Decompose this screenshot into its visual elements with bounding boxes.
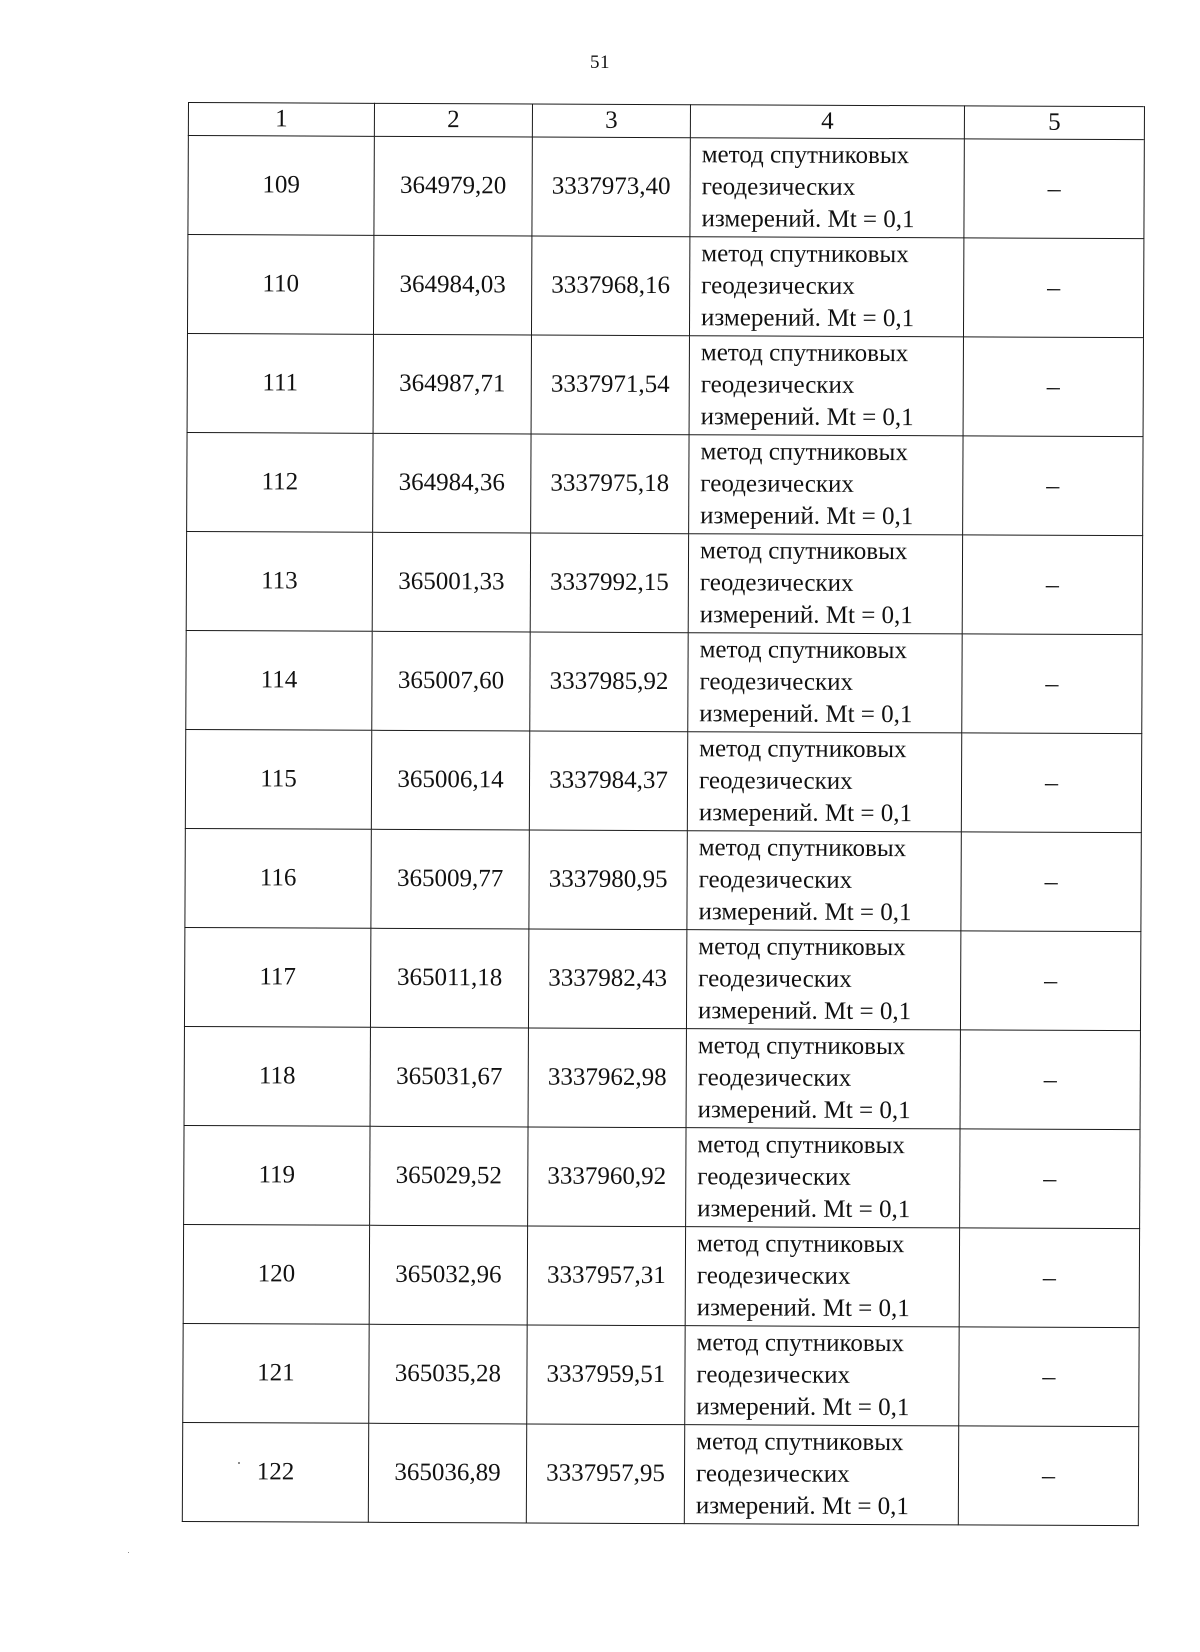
method-line: метод спутниковых (697, 1131, 905, 1160)
coordinates-table-container (182, 102, 1144, 1526)
cell-note: – (960, 1129, 1140, 1229)
cell-point-number: 121 (183, 1323, 369, 1423)
cell-point-number: 115 (185, 729, 371, 829)
method-line: геодезических (698, 866, 853, 894)
method-line: измерений. Mt = 0,1 (696, 1393, 910, 1422)
method-line: геодезических (697, 1163, 851, 1191)
cell-coordinate-x: 364984,36 (373, 433, 531, 533)
cell-point-number: 110 (187, 235, 373, 335)
method-line: геодезических (698, 767, 853, 795)
cell-note: – (964, 139, 1144, 239)
cell-coordinate-x: 365029,52 (370, 1126, 528, 1226)
table-body (182, 136, 1144, 1526)
cell-point-number: 116 (185, 828, 371, 928)
cell-method (686, 1128, 960, 1228)
cell-coordinate-x: 365035,28 (369, 1324, 527, 1424)
cell-note: – (962, 535, 1142, 635)
method-line: метод спутниковых (699, 735, 907, 764)
cell-coordinate-x: 365031,67 (370, 1027, 528, 1127)
method-line: геодезических (695, 1460, 850, 1488)
cell-coordinate-x: 365009,77 (371, 829, 529, 929)
cell-point-number: 118 (184, 1026, 370, 1126)
cell-coordinate-x: 364979,20 (374, 136, 532, 236)
table-row (187, 432, 1143, 535)
method-line: метод спутниковых (699, 537, 908, 566)
cell-note: – (959, 1228, 1139, 1328)
cell-method (688, 534, 962, 634)
header-col-3: 3 (532, 104, 690, 138)
page-number: 51 (590, 52, 610, 73)
table-row (185, 729, 1141, 832)
method-line: измерений. Mt = 0,1 (698, 799, 913, 828)
table-row (187, 333, 1143, 436)
method-line: метод спутниковых (698, 933, 906, 962)
cell-method (685, 1326, 959, 1426)
cell-method (689, 435, 963, 535)
method-line: геодезических (698, 965, 852, 993)
method-line: геодезических (696, 1262, 851, 1290)
cell-point-number: 120 (183, 1224, 369, 1324)
cell-coordinate-y: 3337982,43 (528, 929, 686, 1029)
table-row (188, 136, 1144, 239)
cell-coordinate-x: 365036,89 (368, 1423, 526, 1523)
cell-point-number: 119 (184, 1125, 370, 1225)
cell-note: – (963, 238, 1143, 338)
cell-coordinate-x: 365032,96 (369, 1225, 527, 1325)
method-line: измерений. Mt = 0,1 (699, 601, 913, 630)
method-line: измерений. Mt = 0,1 (701, 205, 915, 234)
cell-point-number: 109 (188, 136, 374, 236)
header-col-4: 4 (690, 105, 964, 139)
cell-coordinate-y: 3337985,92 (530, 632, 688, 732)
method-line: метод спутниковых (700, 339, 909, 368)
cell-method (687, 831, 961, 931)
cell-note: – (961, 733, 1141, 833)
cell-method (688, 633, 962, 733)
method-line: измерений. Mt = 0,1 (697, 1096, 911, 1125)
method-line: метод спутниковых (698, 834, 907, 863)
cell-note: – (958, 1426, 1138, 1526)
method-line: геодезических (700, 470, 854, 498)
method-line: метод спутниковых (696, 1230, 905, 1259)
cell-coordinate-y: 3337968,16 (531, 236, 689, 336)
table-row (182, 1422, 1138, 1525)
cell-point-number: 122 (182, 1422, 368, 1522)
header-col-1: 1 (188, 103, 374, 137)
method-line: геодезических (697, 1064, 852, 1092)
method-line: измерений. Mt = 0,1 (700, 502, 914, 531)
cell-note: – (959, 1327, 1139, 1427)
table-row (183, 1323, 1139, 1426)
cell-coordinate-x: 365007,60 (372, 631, 530, 731)
cell-note: – (960, 1030, 1140, 1130)
cell-method (686, 1029, 960, 1129)
method-line: измерений. Mt = 0,1 (697, 1195, 911, 1224)
method-line: измерений. Mt = 0,1 (698, 898, 912, 927)
method-line: измерений. Mt = 0,1 (696, 1294, 910, 1323)
method-line: измерений. Mt = 0,1 (699, 700, 913, 729)
cell-coordinate-y: 3337971,54 (531, 335, 689, 435)
cell-coordinate-x: 364984,03 (373, 235, 531, 335)
table-row (186, 630, 1142, 733)
cell-point-number: 114 (186, 630, 372, 730)
method-line: измерений. Mt = 0,1 (701, 304, 915, 333)
scan-speck (128, 1552, 129, 1553)
cell-method (684, 1425, 958, 1525)
method-line: метод спутниковых (701, 240, 909, 269)
method-line: геодезических (699, 569, 854, 597)
cell-point-number: 112 (187, 432, 373, 532)
cell-coordinate-y: 3337975,18 (531, 434, 689, 534)
cell-note: – (962, 634, 1142, 734)
cell-coordinate-x: 365001,33 (372, 532, 530, 632)
table-row (183, 1224, 1139, 1327)
table-row (185, 828, 1141, 931)
method-line: метод спутниковых (696, 1428, 904, 1457)
table-row (186, 531, 1142, 634)
method-line: метод спутниковых (699, 636, 908, 665)
cell-method (689, 237, 963, 337)
cell-coordinate-y: 3337957,95 (526, 1424, 684, 1524)
cell-coordinate-x: 365011,18 (370, 928, 528, 1028)
method-line: геодезических (699, 668, 854, 696)
method-line: геодезических (696, 1361, 851, 1389)
table-header (188, 103, 1144, 140)
cell-coordinate-y: 3337960,92 (528, 1127, 686, 1227)
cell-coordinate-y: 3337980,95 (529, 830, 687, 930)
table-row (184, 1125, 1140, 1228)
cell-note: – (963, 436, 1143, 536)
coordinates-table (182, 102, 1145, 1526)
table-row (184, 1026, 1140, 1129)
cell-point-number: 111 (187, 333, 373, 433)
method-line: геодезических (700, 371, 855, 399)
cell-method (686, 930, 960, 1030)
cell-method (689, 336, 963, 436)
cell-note: – (963, 337, 1143, 437)
header-col-2: 2 (374, 103, 532, 137)
method-line: измерений. Mt = 0,1 (697, 997, 912, 1026)
method-line: измерений. Mt = 0,1 (695, 1492, 910, 1521)
cell-coordinate-y: 3337992,15 (530, 533, 688, 633)
cell-coordinate-y: 3337957,31 (527, 1226, 685, 1326)
method-line: геодезических (701, 272, 855, 300)
method-line: метод спутниковых (696, 1329, 905, 1358)
cell-coordinate-y: 3337959,51 (527, 1325, 685, 1425)
header-col-5: 5 (964, 106, 1144, 140)
method-line: измерений. Mt = 0,1 (700, 403, 914, 432)
table-row (184, 927, 1140, 1030)
cell-method (690, 138, 964, 238)
cell-coordinate-x: 365006,14 (371, 730, 529, 830)
scan-speck (238, 1462, 240, 1464)
method-line: геодезических (701, 173, 856, 201)
method-line: метод спутниковых (700, 438, 908, 467)
table-row (187, 235, 1143, 338)
cell-coordinate-y: 3337984,37 (529, 731, 687, 831)
cell-point-number: 117 (184, 927, 370, 1027)
cell-note: – (960, 931, 1140, 1031)
method-line: метод спутниковых (697, 1032, 906, 1061)
cell-coordinate-y: 3337973,40 (532, 137, 690, 237)
cell-point-number: 113 (186, 531, 372, 631)
cell-coordinate-x: 364987,71 (373, 334, 531, 434)
cell-note: – (961, 832, 1141, 932)
cell-method (687, 732, 961, 832)
method-line: метод спутниковых (701, 141, 910, 170)
cell-coordinate-y: 3337962,98 (528, 1028, 686, 1128)
header-row (188, 103, 1144, 140)
cell-method (685, 1227, 959, 1327)
